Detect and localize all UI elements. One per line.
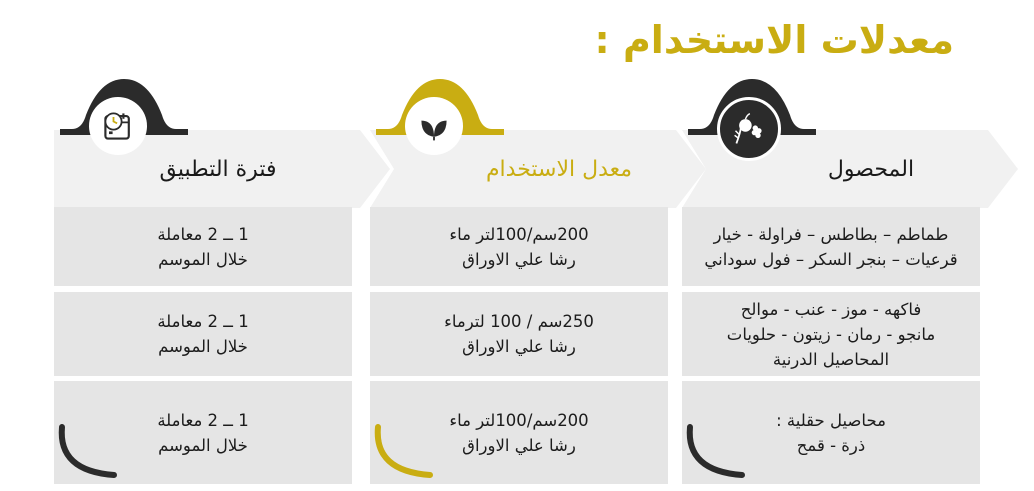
table-cell [682,207,980,286]
cell-line: رشا علي الاوراق [462,337,576,356]
leaves-icon [405,97,463,155]
cell-line: 1 ــ 2 معاملة [157,410,249,430]
page-title: معدلات الاستخدام : [594,18,954,62]
cell-line: 200سم/100لتر ماء [449,224,589,244]
cell-line: قرعيات – بنجر السكر – فول سوداني [704,249,958,269]
cell-line: محاصيل حقلية : [776,410,886,430]
cell-line: المحاصيل الدرنية [772,349,890,369]
table-cell [370,292,668,376]
cell-line: رشا علي الاوراق [462,249,576,269]
column-header-crop: المحصول [827,156,915,182]
corner-arc-decoration [686,425,756,481]
cell-line: فاكهه - موز - عنب - موالح [740,299,922,319]
table-cell [54,207,352,286]
corner-arc-decoration [374,425,444,481]
cell-line: ذرة - قمح [796,435,866,455]
table-cell [682,292,980,376]
cell-line: 250سم / 100 لترماء [444,312,594,331]
corner-arc-decoration [58,425,128,481]
cell-line: 200سم/100لتر ماء [449,410,589,430]
cell-line: 1 ــ 2 معاملة [157,312,249,331]
table-cell [54,292,352,376]
table-cell [370,207,668,286]
column-application-period [54,75,352,485]
column-usage-rate [370,75,668,485]
column-crop [682,75,980,485]
column-header-usage-rate: معدل الاستخدام [485,156,633,182]
cell-line: خلال الموسم [158,435,248,455]
cell-line: خلال الموسم [158,249,248,269]
cell-line: مانجو - رمان - زيتون - حلويات [726,324,936,344]
cell-line: 1 ــ 2 معاملة [157,224,249,244]
cell-line: رشا علي الاوراق [462,435,576,455]
cell-line: طماطم – بطاطس – فراولة - خيار [713,224,949,244]
cell-line: خلال الموسم [158,337,248,356]
column-header-application-period: فترة التطبيق [159,156,277,182]
